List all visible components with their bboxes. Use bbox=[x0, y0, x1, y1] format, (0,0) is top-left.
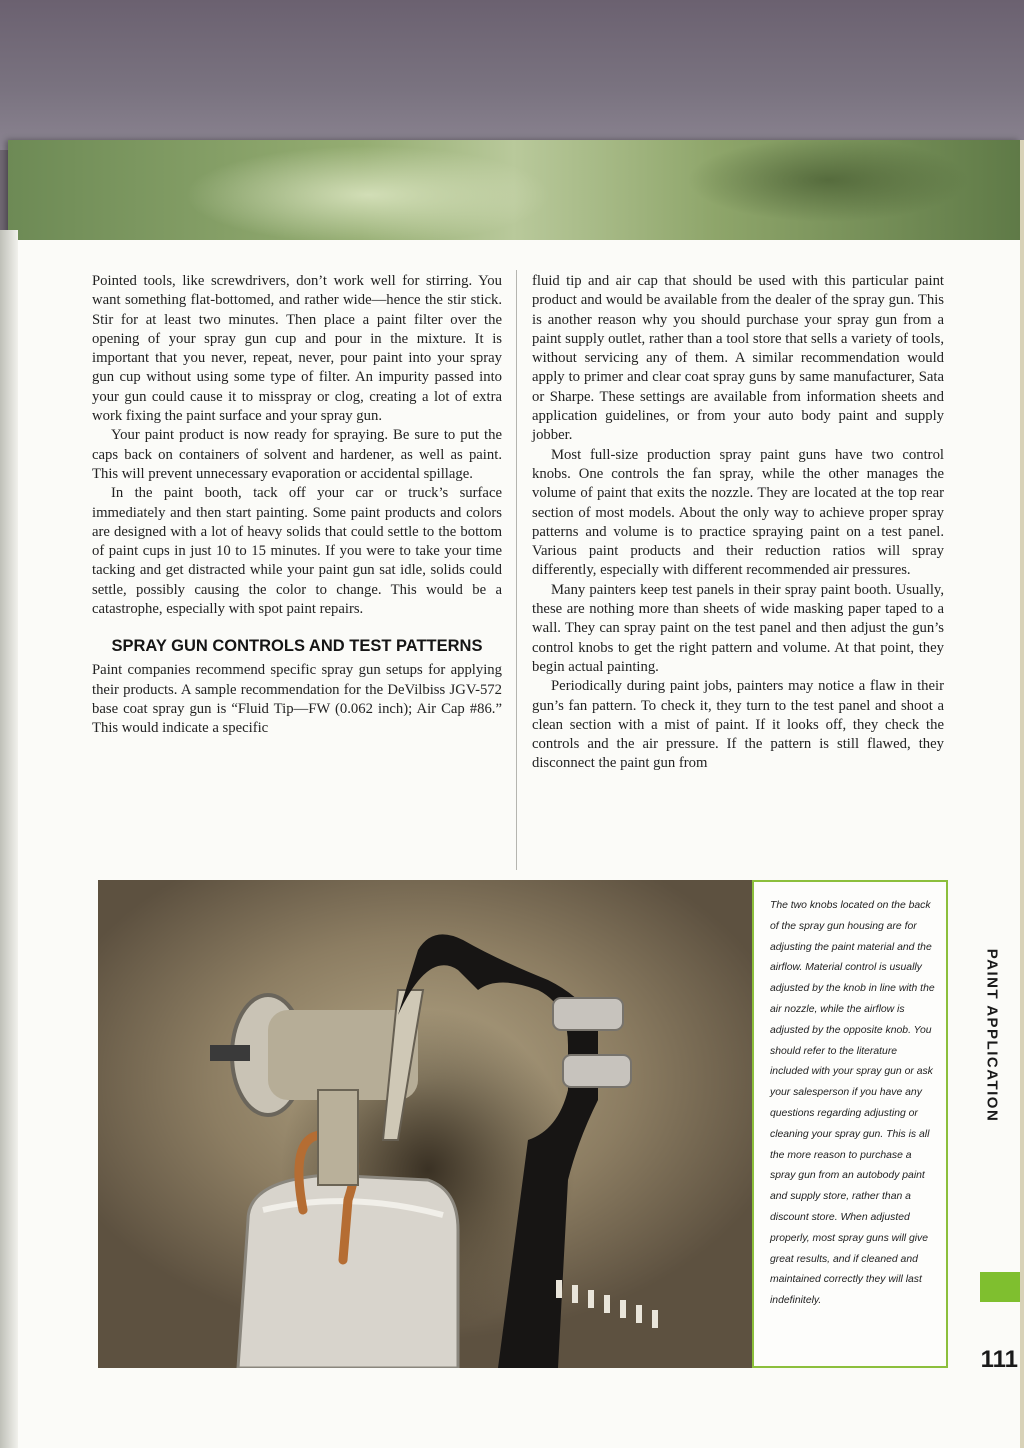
paragraph: Paint companies recommend specific spray gun setups for applying their products. A sample recommendation for the DeVilbiss JGV-572 base coat spray gun is “Fluid Tip—FW (0.062 inch); Air Cap #86.” This would indicate a specific bbox=[92, 662, 502, 737]
scan-background bbox=[0, 0, 1024, 150]
header-photo-banner bbox=[8, 140, 1020, 240]
chapter-color-marker bbox=[980, 1272, 1020, 1302]
spray-gun-photo bbox=[98, 880, 752, 1368]
column-divider bbox=[516, 270, 517, 870]
right-text-column bbox=[532, 272, 944, 774]
paragraph: Periodically during paint jobs, painters may notice a flaw in their gun’s fan pattern. To check it, they turn to the test panel and shoot a clean section with a mist of paint. If it looks off, they check the controls and the air pressure. If the pattern is still flawed, they disconnect the paint gun from bbox=[532, 678, 944, 772]
paragraph: In the paint booth, tack off your car or truck’s surface immediately and then start painting. Some paint products and colors are designed with a lot of heavy solids that could settle to the bottom of paint cups in just 10 to 15 minutes. If you were to take your time tacking and get distracted while your paint gun sat idle, solids could settle, possibly causing the color to change. This would be a catastrophe, especially with spot paint repairs. bbox=[92, 485, 502, 618]
chapter-title: PAINT APPLICATION bbox=[983, 948, 1001, 1122]
paragraph: Many painters keep test panels in their spray paint booth. Usually, these are nothing more than sheets of wide masking paper taped to a wall. They can spray paint on the test panel and then adjust the gun’s control knobs to get the right pattern and volume. At that point, they begin actual painting. bbox=[532, 581, 944, 675]
page-number: 111 bbox=[980, 1346, 1018, 1373]
photo-caption: The two knobs located on the back of the spray gun housing are for adjusting the paint material and the airflow. Material control is usually adjusted by the knob in line with the air nozzle, while the airflow is adjusted by the opposite knob. You should refer to the literature included with your spray gun or ask your salesperson if you have any questions regarding adjusting or cleaning your spray gun. This is all the more reason to purchase a spray gun from an autobody paint and supply store, rather than a discount store. When adjusted properly, most spray guns will give great results, and if cleaned and maintained correctly they will last indefinitely. bbox=[770, 900, 935, 1307]
page-right-edge bbox=[1020, 140, 1024, 1448]
paragraph: fluid tip and air cap that should be used with this particular paint product and would be available from the dealer of the spray gun. This is another reason why you should purchase your spray gun from a paint supply outlet, rather than a tool store that sells a variety of tools, without servicing any of them. A similar recommendation would apply to primer and clear coat spray guns by same manufacturer, Sata or Sharpe. These settings are available from information sheets and application guidelines, or from your auto body paint and supply jobber. bbox=[532, 273, 944, 444]
chapter-side-tab bbox=[972, 895, 1012, 1175]
paragraph: Most full-size production spray paint guns have two control knobs. One controls the fan spray, while the other manages the volume of paint that exits the nozzle. They are located at the top rear section of most models. About the only way to achieve proper spray patterns and volume is to practice spraying paint on a test panel. Various paint products and their reduction ratios will spray differently, especially with different recommended air pressures. bbox=[532, 446, 944, 579]
left-text-column bbox=[92, 272, 502, 739]
page-gutter bbox=[0, 230, 18, 1448]
book-page bbox=[8, 140, 1020, 1448]
spray-gun-illustration bbox=[98, 880, 752, 1368]
section-heading: SPRAY GUN CONTROLS AND TEST PATTERNS bbox=[111, 637, 483, 656]
paragraph: Pointed tools, like screwdrivers, don’t work well for stirring. You want something flat-bottomed, and rather wide—hence the stir stick. Stir for at least two minutes. Then place a paint filter over the opening of your spray gun cup and pour in the mixture. It is important that you never, repeat, never, pour paint into your spray gun cup without using some type of filter. An impurity passed into your gun could cause it to misspray or clog, creating a lot of extra work fixing the paint surface and your spray gun. bbox=[92, 273, 502, 425]
paragraph: Your paint product is now ready for spraying. Be sure to put the caps back on containers of solvent and hardener, as well as paint. This will prevent unnecessary evaporation or accidental spillage. bbox=[92, 427, 502, 482]
photo-caption-box bbox=[752, 880, 948, 1368]
